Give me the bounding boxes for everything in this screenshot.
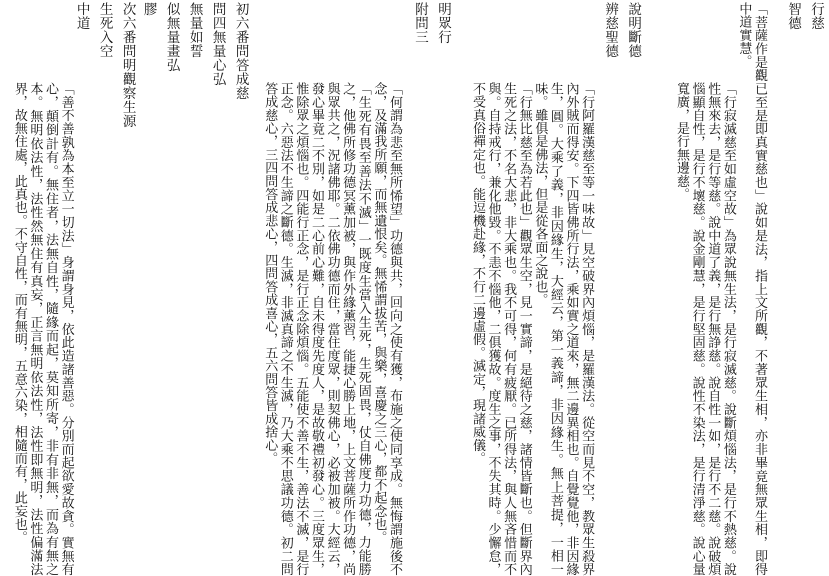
commentary-paragraph: 「行寂滅慈至如虛空故」為眾說無生法，是行寂滅慈。說斷煩惱法，是行不熱慈。說性無來去，是行等慈。說中道了義，是行無諍慈。說自性一如，是行不二慈。說破煩惱顯自性，是行不壞慈。說金剛慧，是行堅固慈。說性不染法，是行清淨慈。說心量寬廣，是行無邊慈。 [674,82,736,576]
commentary-paragraph: 「何謂為悲至無所悕望」功德與共，回向之使有獲，布施之使同享成。無悔謂施後不念，及滿我所願，而無遺恨矣。無悕謂拔苦，與樂，喜慶之三心，都不起念也。 [371,82,402,576]
commentary-paragraph: 「行無比慈至為若此也」觀眾生空，見一實諦，是絕待之慈，諸情皆斷也。但斷界內生死之法，不名大悲，非大乘也。我不可得，何有疲厭。已所得法，與人無吝惜而不與。自持戒行，兼化他毀。不恚不惱他，二俱獲故。度生之事，不失其時。少懈怠，不受真俗禪定也。能逗機赴緣，不行二邊虛假。滅定，現諸威儀。 [469,82,532,576]
far-left-headings [74,2,135,152]
heading-column: 明眾行 [434,2,451,44]
heading-column: 辨慈聖德 [602,2,619,58]
left-headings [412,2,450,152]
commentary-paragraph: 「生死有畏至善法不滅」一既度生當入生死，生死固畏，仗自佛度力功德，力能勝之，他佛所修功德冥薰加被，與作外緣薰習，能捷心勝上地，上文菩薩所作功德，尚與眾共之，況諸佛耶。二依佛功德而住，當住度眾，則契佛心，必被加被。大經云，發心畢竟二不別，如是二心前心難，自未得度先度人，是故敬禮初發心。三度眾生，惟除眾之煩惱也。四能行正念，是行正念除煩惱。五能使不善不生，善法不滅，是行正念。六惡法不生諦之斷德。生滅，非滅真諦之不生滅，乃大乘不思議功德。初二問答成慈心，三四問答成悲心，四問答成喜心，五六問答皆成捨心。 [262,82,371,576]
left-headings-b [141,2,248,152]
commentary-paragraph: 「善不善孰為本至立一切法」身謂身見，依此造諸善惡。分別而起欲愛故貪。實無有心，顛倒計有。無住者，法無自性，隨緣而起，莫知所寄，非有非無，而為有無之本。無明依法性，法性然無住有真妄，正言無明依法性，法性即無明，法性偏滿法界，故無住處，此真也。不守自性，而有無明，五意六染，相隨而有，此妄也。 [11,82,74,576]
heading-column: 無量如誓 [186,2,203,58]
commentary-paragraph: 「行阿羅漢慈至等一味故」見空破界內煩惱，是羅漢法。從空而見不空，教眾生殺界內外賊而得安。下四皆佛所行法，乘如實之道來，無二邊異相也。自覺覺他，非因緣生，圓。大乘了義，非因緣生，大經云，第一義諦，非因緣生。無上菩提，一相一味。雖俱是佛法，但是從各面之說也。 [532,82,595,576]
heading-column: 中道 [73,2,90,30]
heading-column: 說明斷德 [625,2,642,58]
heading-column: 智德 [785,2,801,30]
heading-column: 膠 [140,2,157,16]
heading-column: 行慈 [808,2,824,30]
heading-column: 似無量畫弘 [163,2,180,72]
right-section [767,2,823,152]
heading-column: 附問三 [411,2,428,44]
heading-column: 生死入空 [96,2,113,58]
center-headings [602,2,640,152]
heading-column: 問四無量心弘 [209,2,226,86]
heading-column: 次六番問明觀察生源 [119,2,136,128]
right-headings [785,2,823,152]
heading-column: 初六番問答成慈 [232,2,249,100]
commentary-paragraph: 「菩薩作是觀已至是即真實慈也」說如是法，指上文所觀，不著眾生相，亦非畢竟無眾生相，即得中道實慧。 [736,2,767,576]
